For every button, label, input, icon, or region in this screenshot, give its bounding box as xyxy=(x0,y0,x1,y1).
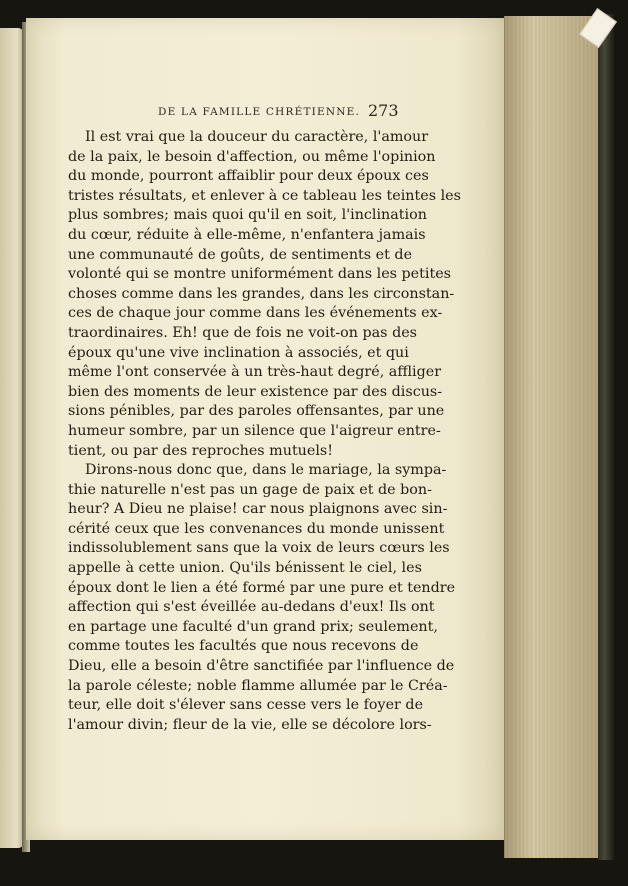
facing-page-edge xyxy=(0,28,24,848)
text-line: teur, elle doit s'élever sans cesse vers le foyer de xyxy=(68,697,424,714)
text-line: affection qui s'est éveillée au-dedans d'eux! Ils ont xyxy=(68,599,435,616)
text-line: indissolublement sans que la voix de leurs cœurs les xyxy=(68,540,450,557)
text-line: du cœur, réduite à elle-même, n'enfantera jamais xyxy=(68,226,426,243)
text-line: une communauté de goûts, de sentiments et de xyxy=(68,246,413,263)
running-title: DE LA FAMILLE CHRÉTIENNE. xyxy=(158,106,361,118)
text-line: ces de chaque jour comme dans les événements ex- xyxy=(68,305,443,322)
text-line: de la paix, le besoin d'affection, ou même l'opinion xyxy=(68,148,436,165)
text-line: traordinaires. Eh! que de fois ne voit-on pas des xyxy=(68,324,418,341)
text-line: Il est vrai que la douceur du caractère, l'amour xyxy=(85,129,429,145)
text-line: même l'ont conservée à un très-haut degré, affliger xyxy=(68,364,442,381)
text-line: en partage une faculté d'un grand prix; seulement, xyxy=(68,618,438,635)
text-line: comme toutes les facultés que nous recevons de xyxy=(68,638,419,655)
text-line: appelle à cette union. Qu'ils bénissent le ciel, les xyxy=(68,560,422,577)
text-line: l'amour divin; fleur de la vie, elle se décolore lors- xyxy=(68,716,432,733)
text-line: plus sombres; mais quoi qu'il en soit, l'inclination xyxy=(68,207,427,224)
text-line: tient, ou par des reproches mutuels! xyxy=(68,442,334,459)
text-line: thie naturelle n'est pas un gage de paix et de bon- xyxy=(68,481,432,498)
text-line: choses comme dans les grandes, dans les circonstan- xyxy=(68,285,455,302)
text-line: bien des moments de leur existence par des discus- xyxy=(68,383,443,400)
text-line: cérité ceux que les convenances du monde unissent xyxy=(68,520,445,537)
page-block-edges xyxy=(504,16,601,858)
text-line: humeur sombre, par un silence que l'aigreur entre- xyxy=(68,422,441,439)
text-line: volonté qui se montre uniformément dans les petites xyxy=(68,266,452,283)
text-line: époux qu'une vive inclination à associés, et qui xyxy=(68,344,409,361)
page-number: 273 xyxy=(368,101,399,120)
book-cover-edge xyxy=(598,14,614,860)
text-line: Dieu, elle a besoin d'être sanctifiée par l'influence de xyxy=(68,658,455,675)
body-text xyxy=(68,128,461,735)
text-line: tristes résultats, et enlever à ce tableau les teintes les xyxy=(68,187,461,204)
text-line: heur? A Dieu ne plaise! car nous plaignons avec sin- xyxy=(68,501,448,518)
text-line: Dirons-nous donc que, dans le mariage, la sympa- xyxy=(85,462,447,479)
text-line: la parole céleste; noble flamme allumée par le Créa- xyxy=(68,677,448,694)
text-line: époux dont le lien a été formé par une pure et tendre xyxy=(68,579,456,596)
text-line: sions pénibles, par des paroles offensantes, par une xyxy=(68,403,445,420)
text-line: du monde, pourront affaiblir pour deux époux ces xyxy=(68,168,429,185)
